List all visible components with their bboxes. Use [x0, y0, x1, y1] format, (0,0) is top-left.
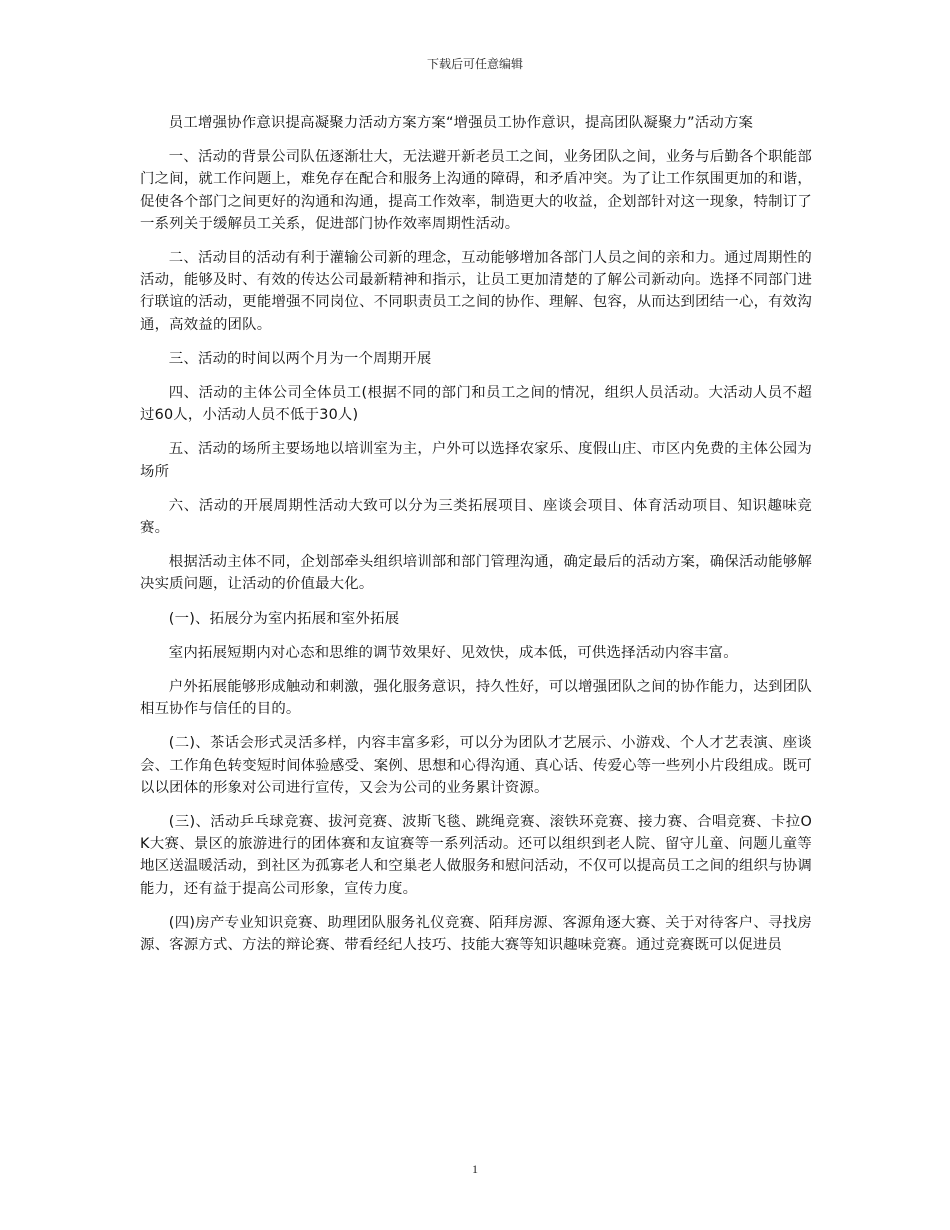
- paragraph-participants: 四、活动的主体公司全体员工(根据不同的部门和员工之间的情况，组织人员活动。大活动人员不超过60人，小活动人员不低于30人): [140, 385, 812, 424]
- paragraph-section-4: (四)房产专业知识竞赛、助理团队服务礼仪竞赛、陌拜房源、客源角逐大赛、关于对待客户、寻找房源、客源方式、方法的辩论赛、带看经纪人技巧、技能大赛等知识趣味竞赛。通过竞赛既可以促进员: [140, 914, 812, 954]
- paragraph-plan: 根据活动主体不同，企划部牵头组织培训部和部门管理沟通，确定最后的活动方案，确保活动能够解决实质问题，让活动的价值最大化。: [140, 554, 812, 593]
- paragraph-indoor: 室内拓展短期内对心态和思维的调节效果好、见效快，成本低，可供选择活动内容丰富。: [168, 644, 738, 661]
- paragraph-section-2: (二)、茶话会形式灵活多样，内容丰富多彩，可以分为团队才艺展示、小游戏、个人才艺表演、座谈会、工作角色转变短时间体验感受、案例、思想和心得沟通、真心话、传爱心等一些列小片段组成。既可以以团体的形象对公司进行宣传，又会为公司的业务累计资源。: [140, 735, 812, 796]
- paragraph-section-1: (一)、拓展分为室内拓展和室外拓展: [168, 610, 400, 627]
- paragraph-time: 三、活动的时间以两个月为一个周期开展: [168, 350, 432, 367]
- paragraph-purpose: 二、活动目的活动有利于灌输公司新的理念，互动能够增加各部门人员之间的亲和力。通过周期性的活动，能够及时、有效的传达公司最新精神和指示，让员工更加清楚的了解公司新动向。选择不同部门进行联谊的活动，更能增强不同岗位、不同职责员工之间的协作、理解、包容，从而达到团结一心，有效沟通，高效益的团队。: [140, 250, 812, 333]
- paragraph-background: 一、活动的背景公司队伍逐渐壮大，无法避开新老员工之间，业务团队之间，业务与后勤各个职能部门之间，就工作问题上，难免存在配合和服务上沟通的障碍，和矛盾冲突。为了让工作氛围更加的和谐，促使各个部门之间更好的沟通和沟通，提高工作效率，制造更大的收益，企划部针对这一现象，特制订了一系列关于缓解员工关系，促进部门协作效率周期性活动。: [140, 149, 812, 232]
- page-number: 1: [472, 1162, 478, 1176]
- page-header: 下载后可任意编辑: [426, 57, 523, 71]
- paragraph-title: 员工增强协作意识提高凝聚力活动方案方案“增强员工协作意识，提高团队凝聚力”活动方案: [168, 115, 754, 131]
- paragraph-section-3: (三)、活动乒乓球竞赛、拔河竞赛、波斯飞毯、跳绳竞赛、滚铁环竞赛、接力赛、合唱竞赛、卡拉OK大赛、景区的旅游进行的团体赛和友谊赛等一系列活动。还可以组织到老人院、留守儿童、问题儿童等地区送温暖活动，到社区为孤寡老人和空巢老人做服务和慰问活动，不仅可以提高员工之间的组织与协调能力，还有益于提高公司形象，宣传力度。: [140, 814, 812, 897]
- paragraph-activities: 六、活动的开展周期性活动大致可以分为三类拓展项目、座谈会项目、体育活动项目、知识趣味竞赛。: [140, 497, 812, 537]
- paragraph-venue: 五、活动的场所主要场地以培训室为主，户外可以选择农家乐、度假山庄、市区内免费的主体公园为场所: [140, 441, 812, 480]
- document-body: [140, 112, 812, 968]
- paragraph-outdoor: 户外拓展能够形成触动和刺激，强化服务意识，持久性好，可以增强团队之间的协作能力，达到团队相互协作与信任的目的。: [140, 679, 812, 718]
